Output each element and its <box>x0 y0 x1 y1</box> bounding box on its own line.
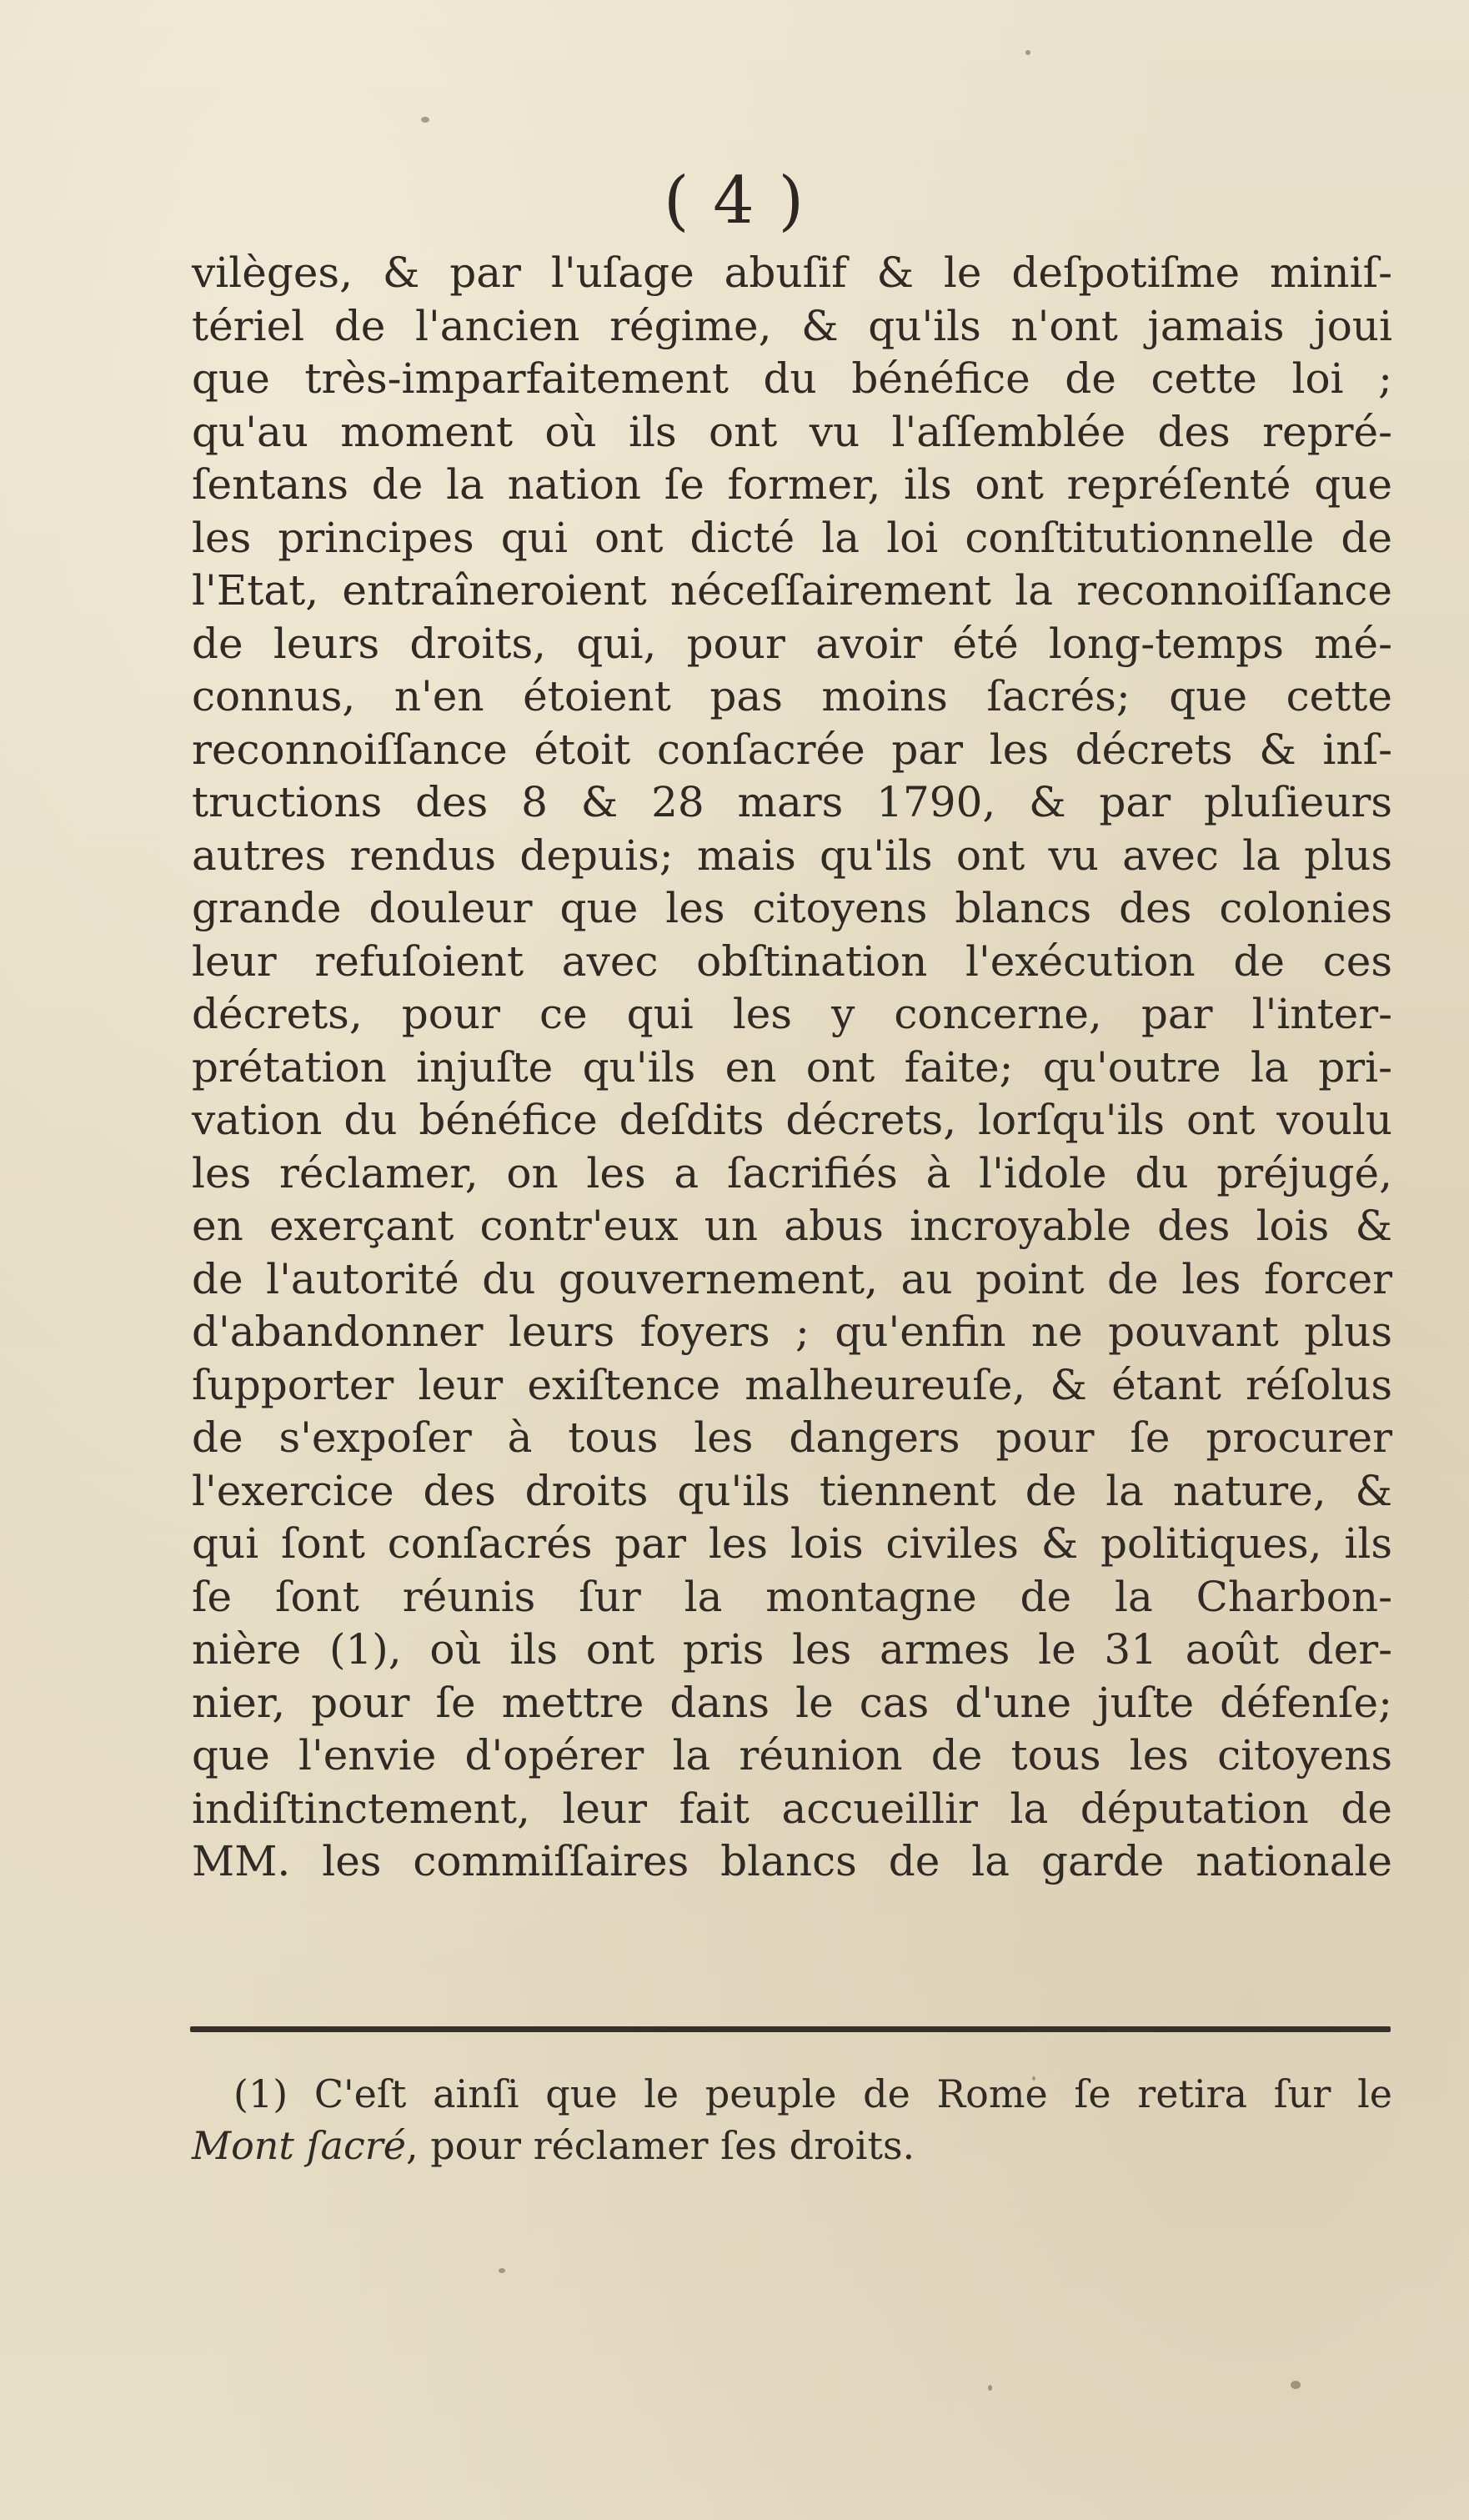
text-line: que l'envie d'opérer la réunion de tous les citoyens <box>192 1731 1392 1780</box>
text-line: indiſtinctement, leur fait accueillir la députation de <box>192 1784 1392 1833</box>
text-line: de s'expoſer à tous les dangers pour ſe procurer <box>192 1413 1392 1462</box>
footnote-text: , pour réclamer ſes droits. <box>405 2123 915 2168</box>
footnote-italic-text: Mont ſacré <box>192 2123 406 2168</box>
text-line: qui ſont conſacrés par les lois civiles & politiques, ils <box>192 1519 1392 1568</box>
text-line: reconnoiſſance étoit conſacrée par les décrets & inſ- <box>192 725 1392 774</box>
text-line: ſe ſont réunis ſur la montagne de la Charbon- <box>192 1572 1392 1621</box>
text-line: tructions des 8 & 28 mars 1790, & par pluſieurs <box>192 778 1392 826</box>
ink-speck <box>421 117 429 123</box>
text-line: les principes qui ont dicté la loi conſtitutionnelle de <box>192 513 1392 562</box>
text-line: MM. les commiſſaires blancs de la garde nationale <box>192 1837 1392 1885</box>
text-line: de leurs droits, qui, pour avoir été long-temps mé- <box>192 619 1392 668</box>
text-line: vilèges, & par l'uſage abuſif & le deſpotiſme miniſ- <box>192 248 1392 297</box>
text-line: les réclamer, on les a ſacrifiés à l'idole du préjugé, <box>192 1148 1392 1197</box>
footnote-line: (1) C'eſt ainſi que le peuple de Rome ſe retira ſur le <box>233 2071 1392 2116</box>
text-line: en exerçant contr'eux un abus incroyable des lois & <box>192 1202 1392 1250</box>
text-line: grande douleur que les citoyens blancs des colonies <box>192 884 1392 932</box>
text-line: qu'au moment où ils ont vu l'aſſemblée des repré- <box>192 407 1392 456</box>
footnote <box>192 2068 1392 2171</box>
text-line: autres rendus depuis; mais qu'ils ont vu avec la plus <box>192 831 1392 880</box>
text-line: décrets, pour ce qui les y concerne, par l'inter- <box>192 990 1392 1038</box>
ink-speck <box>499 2268 505 2273</box>
ink-speck <box>988 2385 992 2391</box>
text-line: de l'autorité du gouvernement, au point de les forcer <box>192 1254 1392 1303</box>
text-line: ſupporter leur exiſtence malheureuſe, & étant réſolus <box>192 1360 1392 1409</box>
body-text <box>192 247 1392 1889</box>
text-line: d'abandonner leurs foyers ; qu'enfin ne pouvant plus <box>192 1308 1392 1356</box>
footnote-divider <box>190 2026 1391 2032</box>
ink-speck <box>1025 50 1030 55</box>
text-line: prétation injuſte qu'ils en ont faite; qu'outre la pri- <box>192 1042 1392 1092</box>
page-number: ( 4 ) <box>663 163 806 238</box>
text-line: l'exercice des droits qu'ils tiennent de la nature, & <box>192 1466 1392 1515</box>
text-line: nière (1), où ils ont pris les armes le 31 août der- <box>192 1625 1392 1674</box>
text-line: ſentans de la nation ſe former, ils ont repréſenté que <box>192 460 1392 509</box>
text-line: que très-imparfaitement du bénéfice de cette loi ; <box>192 354 1392 403</box>
ink-speck <box>1291 2381 1301 2389</box>
text-line: connus, n'en étoient pas moins ſacrés; que cette <box>192 672 1392 720</box>
text-line: nier, pour ſe mettre dans le cas d'une juſte défenſe; <box>192 1678 1392 1727</box>
text-line: l'Etat, entraîneroient néceſſairement la reconnoiſſance <box>192 566 1392 615</box>
footnote-line <box>192 2120 1392 2171</box>
text-line: tériel de l'ancien régime, & qu'ils n'ont jamais joui <box>192 301 1392 350</box>
text-line: vation du bénéfice deſdits décrets, lorſqu'ils ont voulu <box>192 1096 1392 1144</box>
text-line: leur refuſoient avec obſtination l'exécution de ces <box>192 936 1392 986</box>
